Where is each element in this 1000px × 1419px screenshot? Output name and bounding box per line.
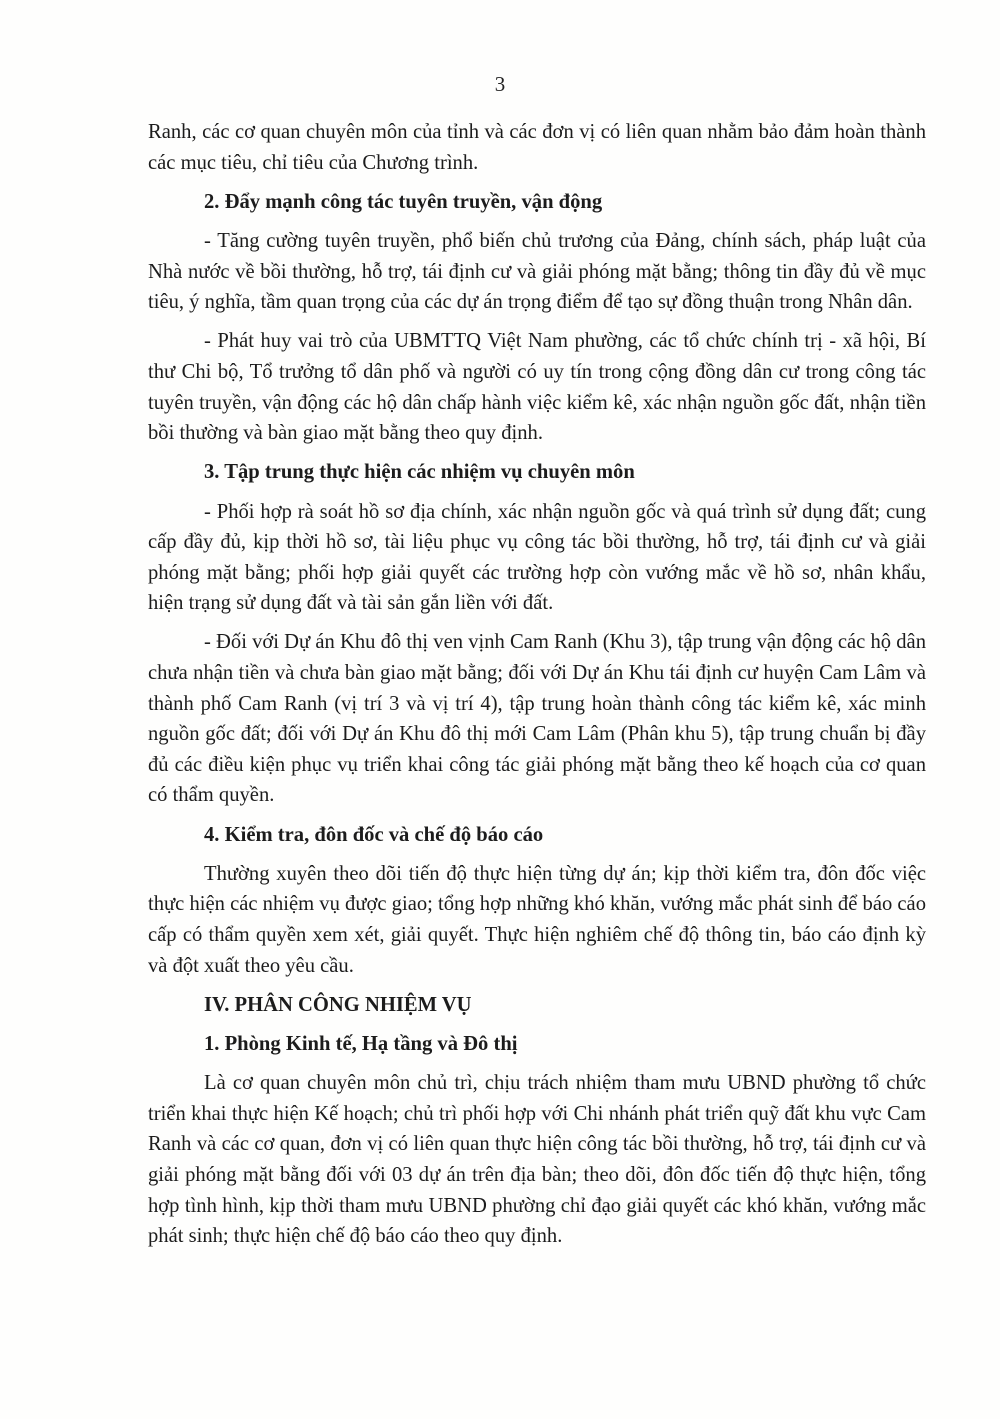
paragraph: - Phối hợp rà soát hồ sơ địa chính, xác nhận nguồn gốc và quá trình sử dụng đất; cung cấp đầy đủ, kịp thời hồ sơ, tài liệu phục vụ công tác bồi thường, hỗ trợ, tái định cư và giải phóng mặt bằng; phối hợp giải quyết các trường hợp còn vướng mắc về hồ sơ, nhân khẩu, hiện trạng sử dụng đất và tài sản gắn liền với đất. <box>148 500 926 615</box>
paragraph: - Đối với Dự án Khu đô thị ven vịnh Cam Ranh (Khu 3), tập trung vận động các hộ dân chưa nhận tiền và chưa bàn giao mặt bằng; đối với Dự án Khu tái định cư huyện Cam Lâm và thành phố Cam Ranh (vị trí 3 và vị trí 4), tập trung hoàn thành công tác kiểm kê, xác minh nguồn gốc đất; đối với Dự án Khu đô thị mới Cam Lâm (Phân khu 5), tập trung chuẩn bị đầy đủ các điều kiện phục vụ triển khai công tác giải phóng mặt bằng theo kế hoạch của cơ quan có thẩm quyền. <box>148 631 926 807</box>
section-heading: 4. Kiểm tra, đôn đốc và chế độ báo cáo <box>204 823 544 846</box>
document-body <box>148 117 926 1260</box>
section-heading: 3. Tập trung thực hiện các nhiệm vụ chuyên môn <box>204 461 635 484</box>
page-number: 3 <box>494 72 506 96</box>
paragraph: Ranh, các cơ quan chuyên môn của tỉnh và các đơn vị có liên quan nhằm bảo đảm hoàn thành các mục tiêu, chỉ tiêu của Chương trình. <box>148 121 926 174</box>
section-heading: 1. Phòng Kinh tế, Hạ tầng và Đô thị <box>204 1032 518 1055</box>
paragraph: - Phát huy vai trò của UBMTTQ Việt Nam phường, các tổ chức chính trị - xã hội, Bí thư Chi bộ, Tổ trưởng tổ dân phố và người có uy tín trong cộng đồng dân cư trong công tác tuyên truyền, vận động các hộ dân chấp hành việc kiểm kê, xác nhận nguồn gốc đất, nhận tiền bồi thường và bàn giao mặt bằng theo quy định. <box>148 330 926 445</box>
paragraph: Thường xuyên theo dõi tiến độ thực hiện từng dự án; kịp thời kiểm tra, đôn đốc việc thực hiện các nhiệm vụ được giao; tổng hợp những khó khăn, vướng mắc phát sinh để báo cáo cấp có thẩm quyền xem xét, giải quyết. Thực hiện nghiêm chế độ thông tin, báo cáo định kỳ và đột xuất theo yêu cầu. <box>148 862 926 977</box>
paragraph: Là cơ quan chuyên môn chủ trì, chịu trách nhiệm tham mưu UBND phường tổ chức triển khai thực hiện Kế hoạch; chủ trì phối hợp với Chi nhánh phát triển quỹ đất khu vực Cam Ranh và các cơ quan, đơn vị có liên quan thực hiện công tác bồi thường, hỗ trợ, tái định cư và giải phóng mặt bằng đối với 03 dự án trên địa bàn; theo dõi, đôn đốc tiến độ thực hiện, tổng hợp tình hình, kịp thời tham mưu UBND phường chỉ đạo giải quyết các khó khăn, vướng mắc phát sinh; thực hiện chế độ báo cáo theo quy định. <box>148 1072 926 1248</box>
section-heading: IV. PHÂN CÔNG NHIỆM VỤ <box>204 993 472 1016</box>
section-heading: 2. Đẩy mạnh công tác tuyên truyền, vận động <box>204 190 603 213</box>
paragraph: - Tăng cường tuyên truyền, phổ biến chủ trương của Đảng, chính sách, pháp luật của Nhà nước về bồi thường, hỗ trợ, tái định cư và giải phóng mặt bằng; thông tin đầy đủ về mục tiêu, ý nghĩa, tầm quan trọng của các dự án trọng điểm để tạo sự đồng thuận trong Nhân dân. <box>148 229 926 314</box>
